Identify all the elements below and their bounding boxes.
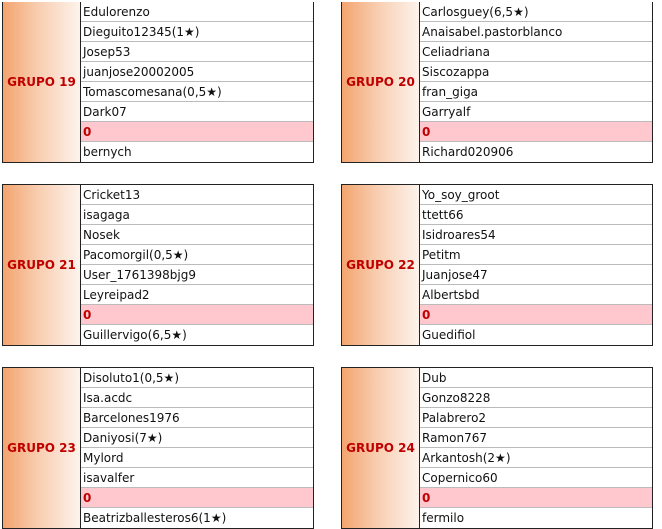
group-label: GRUPO 21 bbox=[3, 185, 81, 345]
member-row: Anaisabel.pastorblanco bbox=[420, 22, 652, 42]
member-row: isavalfer bbox=[81, 468, 313, 488]
member-row: Barcelones1976 bbox=[81, 408, 313, 428]
member-row: Nosek bbox=[81, 225, 313, 245]
member-row: Cricket13 bbox=[81, 185, 313, 205]
member-row: Palabrero2 bbox=[420, 408, 652, 428]
member-row: Guedifiol bbox=[422, 328, 476, 342]
member-list bbox=[81, 2, 313, 162]
member-row: Celiadriana bbox=[420, 42, 652, 62]
empty-slot-row: 0 bbox=[81, 488, 313, 508]
group-21 bbox=[2, 184, 314, 346]
member-row: Arkantosh(2★) bbox=[420, 448, 652, 468]
group-23 bbox=[2, 367, 314, 529]
empty-slot-row: 0 bbox=[81, 122, 313, 142]
member-row: Tomascomesana(0,5★) bbox=[81, 82, 313, 102]
member-row: Siscozappa bbox=[420, 62, 652, 82]
group-label: GRUPO 22 bbox=[342, 185, 420, 345]
member-row: Ramon767 bbox=[420, 428, 652, 448]
group-24 bbox=[341, 367, 653, 529]
empty-slot-row: 0 bbox=[420, 122, 652, 142]
member-row: Gonzo8228 bbox=[420, 388, 652, 408]
member-row: Juanjose47 bbox=[420, 265, 652, 285]
member-list bbox=[81, 368, 313, 528]
member-list bbox=[420, 185, 652, 345]
empty-slot-row: 0 bbox=[81, 305, 313, 325]
member-row: Isa.acdc bbox=[81, 388, 313, 408]
member-row: Daniyosi(7★) bbox=[81, 428, 313, 448]
member-row: juanjose20002005 bbox=[81, 62, 313, 82]
member-row: Petitm bbox=[420, 245, 652, 265]
group-label: GRUPO 24 bbox=[342, 368, 420, 528]
member-row: Guillervigo(6,5★) bbox=[83, 328, 187, 342]
member-row: Edulorenzo bbox=[81, 2, 313, 22]
group-20 bbox=[341, 2, 653, 163]
member-row: Carlosguey(6,5★) bbox=[420, 2, 652, 22]
member-row: Yo_soy_groot bbox=[420, 185, 652, 205]
empty-slot-row: 0 bbox=[420, 305, 652, 325]
member-row: Pacomorgil(0,5★) bbox=[81, 245, 313, 265]
member-list bbox=[420, 2, 652, 162]
member-row: Josep53 bbox=[81, 42, 313, 62]
member-row: Dieguito12345(1★) bbox=[81, 22, 313, 42]
member-row: Isidroares54 bbox=[420, 225, 652, 245]
member-row: Copernico60 bbox=[420, 468, 652, 488]
member-row: Albertsbd bbox=[420, 285, 652, 305]
group-22 bbox=[341, 184, 653, 346]
member-row: Dub bbox=[420, 368, 652, 388]
member-row: Mylord bbox=[81, 448, 313, 468]
member-row: isagaga bbox=[81, 205, 313, 225]
member-row: Dark07 bbox=[81, 102, 313, 122]
member-row: Richard020906 bbox=[422, 145, 514, 159]
member-row: bernych bbox=[83, 145, 132, 159]
member-list bbox=[81, 185, 313, 345]
member-row: User_1761398bjg9 bbox=[81, 265, 313, 285]
member-row: Leyreipad2 bbox=[81, 285, 313, 305]
member-row: Disoluto1(0,5★) bbox=[81, 368, 313, 388]
group-label: GRUPO 20 bbox=[342, 2, 420, 162]
empty-slot-row: 0 bbox=[420, 488, 652, 508]
member-row: Garryalf bbox=[420, 102, 652, 122]
member-list bbox=[420, 368, 652, 528]
group-label: GRUPO 19 bbox=[3, 2, 81, 162]
member-row: fermilo bbox=[422, 511, 465, 525]
member-row: Beatrizballesteros6(1★) bbox=[83, 511, 227, 525]
group-19 bbox=[2, 2, 314, 163]
member-row: fran_giga bbox=[420, 82, 652, 102]
member-row: ttett66 bbox=[420, 205, 652, 225]
group-label: GRUPO 23 bbox=[3, 368, 81, 528]
